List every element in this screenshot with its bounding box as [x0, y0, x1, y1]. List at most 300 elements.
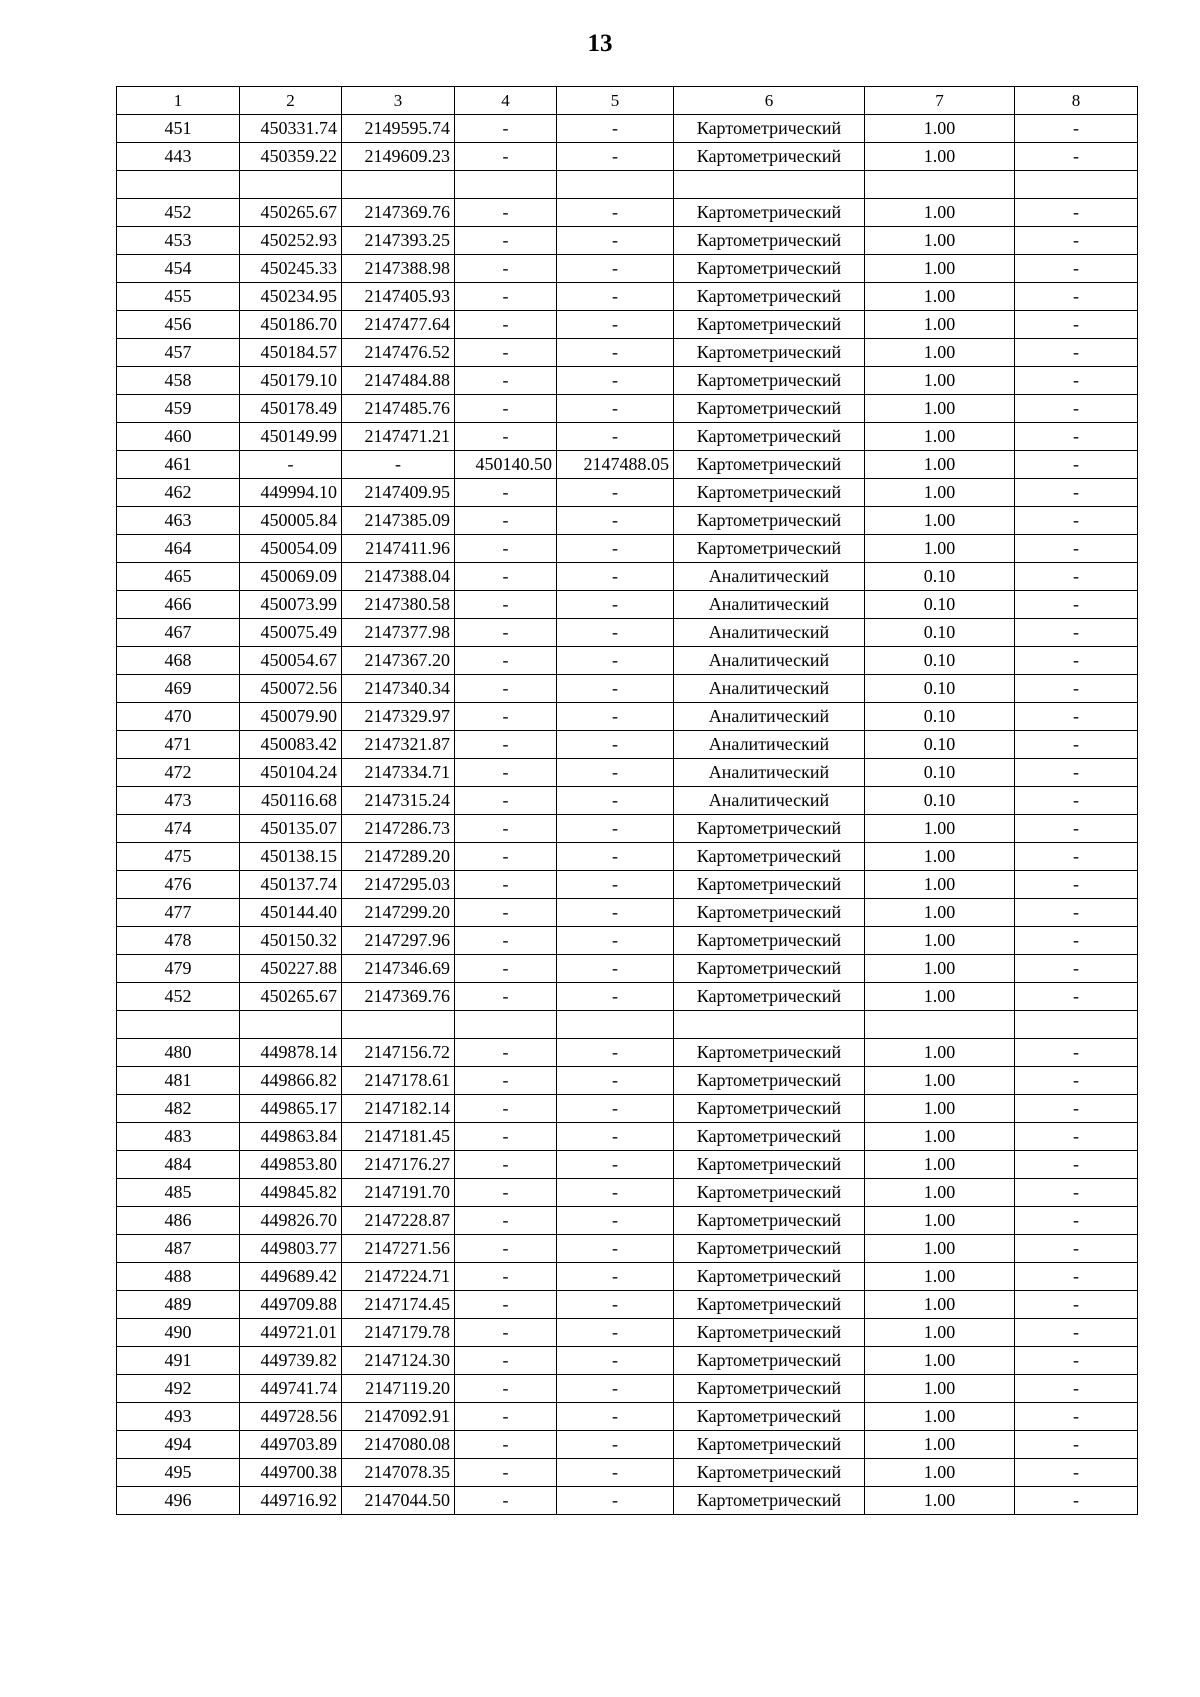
table-cell: Картометрический — [674, 423, 865, 451]
table-cell: - — [557, 115, 674, 143]
table-cell: 455 — [117, 283, 240, 311]
table-cell: - — [1015, 1039, 1138, 1067]
table-cell: 1.00 — [865, 255, 1015, 283]
table-cell: 2147271.56 — [342, 1235, 455, 1263]
table-cell: 1.00 — [865, 1487, 1015, 1515]
table-cell: - — [557, 1179, 674, 1207]
table-cell: - — [557, 1207, 674, 1235]
table-cell: - — [455, 1375, 557, 1403]
column-header: 5 — [557, 87, 674, 115]
table-cell: - — [557, 1039, 674, 1067]
table-cell: 1.00 — [865, 815, 1015, 843]
table-cell: - — [557, 1095, 674, 1123]
table-cell: - — [557, 647, 674, 675]
table-cell: 2147228.87 — [342, 1207, 455, 1235]
table-cell: 465 — [117, 563, 240, 591]
table-row — [117, 451, 1138, 479]
table-cell: 450054.67 — [240, 647, 342, 675]
table-cell: Картометрический — [674, 283, 865, 311]
table-cell: Картометрический — [674, 1431, 865, 1459]
table-cell: - — [455, 1123, 557, 1151]
table-cell: 450186.70 — [240, 311, 342, 339]
table-cell: Картометрический — [674, 451, 865, 479]
table-cell: 2147477.64 — [342, 311, 455, 339]
table-cell: 450005.84 — [240, 507, 342, 535]
table-cell: - — [455, 955, 557, 983]
table-row — [117, 843, 1138, 871]
table-cell: 489 — [117, 1291, 240, 1319]
table-cell: - — [557, 227, 674, 255]
table-row — [117, 115, 1138, 143]
table-cell: Картометрический — [674, 899, 865, 927]
table-cell: 2147369.76 — [342, 199, 455, 227]
table-cell: 2147315.24 — [342, 787, 455, 815]
table-cell: Картометрический — [674, 367, 865, 395]
table-row — [117, 1123, 1138, 1151]
table-cell: 1.00 — [865, 1347, 1015, 1375]
table-cell: 449703.89 — [240, 1431, 342, 1459]
table-row — [117, 1179, 1138, 1207]
table-cell: 454 — [117, 255, 240, 283]
table-cell: - — [557, 703, 674, 731]
table-cell: 486 — [117, 1207, 240, 1235]
table-cell: - — [1015, 311, 1138, 339]
table-row — [117, 479, 1138, 507]
table-cell: 450265.67 — [240, 983, 342, 1011]
table-cell: Аналитический — [674, 703, 865, 731]
table-cell: - — [1015, 563, 1138, 591]
table-cell: 1.00 — [865, 1459, 1015, 1487]
table-cell: Картометрический — [674, 339, 865, 367]
table-cell: 450331.74 — [240, 115, 342, 143]
table-cell: 1.00 — [865, 1263, 1015, 1291]
table-row — [117, 395, 1138, 423]
table-cell: 2147471.21 — [342, 423, 455, 451]
table-cell: - — [557, 339, 674, 367]
table-cell: - — [557, 507, 674, 535]
table-cell: - — [455, 367, 557, 395]
table-row — [117, 1067, 1138, 1095]
table-cell: - — [455, 535, 557, 563]
table-cell: 493 — [117, 1403, 240, 1431]
table-cell: 2147156.72 — [342, 1039, 455, 1067]
table-cell: - — [557, 675, 674, 703]
table-cell: 0.10 — [865, 647, 1015, 675]
separator-row — [117, 171, 1138, 199]
table-cell: - — [1015, 1487, 1138, 1515]
table-cell: - — [1015, 731, 1138, 759]
column-header: 8 — [1015, 87, 1138, 115]
table-cell: 476 — [117, 871, 240, 899]
table-cell: - — [557, 395, 674, 423]
table-cell: 2147388.98 — [342, 255, 455, 283]
table-cell: 2147176.27 — [342, 1151, 455, 1179]
table-cell: 450149.99 — [240, 423, 342, 451]
table-row — [117, 1319, 1138, 1347]
table-cell: 2147405.93 — [342, 283, 455, 311]
table-row — [117, 1207, 1138, 1235]
table-cell — [342, 171, 455, 199]
table-cell: - — [455, 647, 557, 675]
table-cell: - — [1015, 1291, 1138, 1319]
table-cell: - — [455, 899, 557, 927]
table-row — [117, 675, 1138, 703]
table-cell: - — [1015, 927, 1138, 955]
table-cell: 449700.38 — [240, 1459, 342, 1487]
table-cell: - — [557, 1403, 674, 1431]
table-cell: - — [455, 1067, 557, 1095]
table-cell: 0.10 — [865, 787, 1015, 815]
table-cell: 443 — [117, 143, 240, 171]
table-cell: 463 — [117, 507, 240, 535]
table-cell: - — [455, 255, 557, 283]
table-cell: - — [1015, 1207, 1138, 1235]
table-cell: - — [240, 451, 342, 479]
table-cell: - — [1015, 619, 1138, 647]
table-row — [117, 1431, 1138, 1459]
table-cell: 1.00 — [865, 1375, 1015, 1403]
table-cell: - — [455, 1403, 557, 1431]
table-cell: 451 — [117, 115, 240, 143]
table-cell: 1.00 — [865, 871, 1015, 899]
table-cell: - — [455, 843, 557, 871]
table-cell: - — [455, 787, 557, 815]
table-row — [117, 535, 1138, 563]
table-cell: - — [455, 311, 557, 339]
table-cell: 1.00 — [865, 227, 1015, 255]
table-cell: 450252.93 — [240, 227, 342, 255]
page-number: 13 — [587, 30, 613, 57]
table-cell: - — [455, 1095, 557, 1123]
table-cell: - — [557, 479, 674, 507]
table-cell: - — [1015, 983, 1138, 1011]
table-cell: Аналитический — [674, 759, 865, 787]
table-cell: 1.00 — [865, 1403, 1015, 1431]
table-row — [117, 899, 1138, 927]
table-cell: 449728.56 — [240, 1403, 342, 1431]
table-cell: 1.00 — [865, 395, 1015, 423]
table-cell: 450144.40 — [240, 899, 342, 927]
table-cell: Картометрический — [674, 1095, 865, 1123]
table-cell: 0.10 — [865, 675, 1015, 703]
table-row — [117, 591, 1138, 619]
table-cell: - — [1015, 591, 1138, 619]
table-cell: Картометрический — [674, 927, 865, 955]
table-cell: - — [1015, 1179, 1138, 1207]
table-row — [117, 731, 1138, 759]
table-cell: 449878.14 — [240, 1039, 342, 1067]
table-cell: - — [557, 1459, 674, 1487]
table-cell: 1.00 — [865, 1067, 1015, 1095]
table-cell: 2147080.08 — [342, 1431, 455, 1459]
table-cell: 2147488.05 — [557, 451, 674, 479]
table-cell: 449863.84 — [240, 1123, 342, 1151]
table-cell: 2147119.20 — [342, 1375, 455, 1403]
table-cell: 450227.88 — [240, 955, 342, 983]
table-cell: - — [1015, 395, 1138, 423]
table-cell — [674, 171, 865, 199]
table-cell: Картометрический — [674, 1319, 865, 1347]
table-cell: 2147191.70 — [342, 1179, 455, 1207]
table-cell: - — [1015, 1375, 1138, 1403]
column-header: 2 — [240, 87, 342, 115]
table-cell: 2147340.34 — [342, 675, 455, 703]
table-cell: 450234.95 — [240, 283, 342, 311]
table-cell: Картометрический — [674, 815, 865, 843]
table-cell: 2147367.20 — [342, 647, 455, 675]
table-cell: - — [455, 1347, 557, 1375]
table-cell: 452 — [117, 983, 240, 1011]
table-cell: 462 — [117, 479, 240, 507]
table-cell: 2147124.30 — [342, 1347, 455, 1375]
table-cell: Аналитический — [674, 563, 865, 591]
table-cell: 2147329.97 — [342, 703, 455, 731]
table-cell: 449866.82 — [240, 1067, 342, 1095]
table-cell: 1.00 — [865, 1095, 1015, 1123]
table-cell: Картометрический — [674, 535, 865, 563]
table-cell: Картометрический — [674, 1263, 865, 1291]
table-cell: 464 — [117, 535, 240, 563]
table-cell: 450140.50 — [455, 451, 557, 479]
table-row — [117, 255, 1138, 283]
table-cell: - — [455, 1263, 557, 1291]
table-cell: 1.00 — [865, 955, 1015, 983]
table-row — [117, 703, 1138, 731]
table-cell: 487 — [117, 1235, 240, 1263]
table-cell: 2147297.96 — [342, 927, 455, 955]
table-cell: 450075.49 — [240, 619, 342, 647]
table-cell: 1.00 — [865, 1319, 1015, 1347]
table-cell: - — [557, 591, 674, 619]
table-cell: 1.00 — [865, 311, 1015, 339]
column-header: 7 — [865, 87, 1015, 115]
table-cell: 450137.74 — [240, 871, 342, 899]
table-cell: 0.10 — [865, 759, 1015, 787]
table-cell: 456 — [117, 311, 240, 339]
table-cell: - — [455, 927, 557, 955]
table-cell — [1015, 1011, 1138, 1039]
table-cell: 1.00 — [865, 843, 1015, 871]
table-cell — [455, 1011, 557, 1039]
table-cell: 2147485.76 — [342, 395, 455, 423]
table-row — [117, 1403, 1138, 1431]
table-cell: 496 — [117, 1487, 240, 1515]
table-cell: - — [557, 731, 674, 759]
table-cell — [674, 1011, 865, 1039]
table-cell: - — [455, 759, 557, 787]
table-cell: 1.00 — [865, 899, 1015, 927]
table-cell: - — [455, 1291, 557, 1319]
table-cell: 450072.56 — [240, 675, 342, 703]
table-cell: 450178.49 — [240, 395, 342, 423]
table-cell: 2147369.76 — [342, 983, 455, 1011]
table-cell: 450069.09 — [240, 563, 342, 591]
table-row — [117, 983, 1138, 1011]
table-cell: - — [455, 1039, 557, 1067]
table-cell — [1015, 171, 1138, 199]
table-cell: 2147411.96 — [342, 535, 455, 563]
table-cell: 474 — [117, 815, 240, 843]
table-cell: - — [455, 1207, 557, 1235]
table-cell: - — [455, 871, 557, 899]
table-cell: - — [557, 871, 674, 899]
table-row — [117, 871, 1138, 899]
table-cell: 473 — [117, 787, 240, 815]
table-cell: 450116.68 — [240, 787, 342, 815]
table-row — [117, 1263, 1138, 1291]
table-cell: Картометрический — [674, 1487, 865, 1515]
table-cell — [240, 1011, 342, 1039]
table-cell: Картометрический — [674, 983, 865, 1011]
table-cell: 480 — [117, 1039, 240, 1067]
table-row — [117, 339, 1138, 367]
table-cell: 450184.57 — [240, 339, 342, 367]
table-cell: - — [1015, 423, 1138, 451]
table-cell: Картометрический — [674, 1375, 865, 1403]
table-cell: 458 — [117, 367, 240, 395]
table-cell: - — [557, 367, 674, 395]
table-cell: 485 — [117, 1179, 240, 1207]
table-cell: 1.00 — [865, 199, 1015, 227]
table-cell: - — [1015, 507, 1138, 535]
table-cell: 449709.88 — [240, 1291, 342, 1319]
table-cell: - — [557, 283, 674, 311]
table-row — [117, 423, 1138, 451]
table-cell: 449803.77 — [240, 1235, 342, 1263]
table-cell: Картометрический — [674, 1347, 865, 1375]
table-cell: - — [1015, 1319, 1138, 1347]
table-cell: - — [455, 983, 557, 1011]
table-cell: - — [557, 311, 674, 339]
table-cell: 2147078.35 — [342, 1459, 455, 1487]
table-cell: 1.00 — [865, 1207, 1015, 1235]
table-cell: 1.00 — [865, 451, 1015, 479]
table-cell: - — [1015, 815, 1138, 843]
table-cell: - — [557, 1123, 674, 1151]
table-row — [117, 283, 1138, 311]
table-cell: - — [455, 1151, 557, 1179]
table-cell: 449853.80 — [240, 1151, 342, 1179]
table-cell: - — [1015, 1431, 1138, 1459]
table-cell: Аналитический — [674, 591, 865, 619]
table-row — [117, 1347, 1138, 1375]
table-cell — [455, 171, 557, 199]
table-cell: Картометрический — [674, 1179, 865, 1207]
table-cell: - — [557, 1151, 674, 1179]
table-row — [117, 1291, 1138, 1319]
table-cell: 2149595.74 — [342, 115, 455, 143]
table-cell: - — [1015, 1123, 1138, 1151]
coordinates-table — [116, 86, 1138, 1515]
table-cell: 2147409.95 — [342, 479, 455, 507]
table-cell: - — [557, 423, 674, 451]
table-cell: - — [1015, 199, 1138, 227]
table-cell: 1.00 — [865, 927, 1015, 955]
table-cell: Картометрический — [674, 1403, 865, 1431]
table-cell: Картометрический — [674, 1207, 865, 1235]
table-cell: 449994.10 — [240, 479, 342, 507]
table-cell: - — [455, 283, 557, 311]
table-cell: 1.00 — [865, 115, 1015, 143]
table-cell: - — [455, 1179, 557, 1207]
table-cell: 470 — [117, 703, 240, 731]
table-cell — [342, 1011, 455, 1039]
table-cell: 450179.10 — [240, 367, 342, 395]
table-cell: 2147182.14 — [342, 1095, 455, 1123]
table-cell: - — [455, 675, 557, 703]
table-cell: - — [557, 563, 674, 591]
table-row — [117, 815, 1138, 843]
table-cell: - — [1015, 871, 1138, 899]
table-cell: - — [557, 955, 674, 983]
table-cell: 2147299.20 — [342, 899, 455, 927]
table-cell: - — [557, 535, 674, 563]
table-cell: - — [557, 843, 674, 871]
table-cell: 1.00 — [865, 535, 1015, 563]
table-cell: 495 — [117, 1459, 240, 1487]
table-cell: 450104.24 — [240, 759, 342, 787]
table-row — [117, 507, 1138, 535]
table-cell: - — [557, 1235, 674, 1263]
table-cell: - — [1015, 1235, 1138, 1263]
table-cell: Картометрический — [674, 1459, 865, 1487]
table-cell: - — [455, 1487, 557, 1515]
table-cell: Картометрический — [674, 115, 865, 143]
table-cell: 453 — [117, 227, 240, 255]
table-cell: - — [1015, 675, 1138, 703]
table-cell: Картометрический — [674, 1123, 865, 1151]
table-cell: 0.10 — [865, 563, 1015, 591]
table-cell: 457 — [117, 339, 240, 367]
table-cell: - — [1015, 647, 1138, 675]
table-cell — [557, 1011, 674, 1039]
table-cell: 2147289.20 — [342, 843, 455, 871]
table-cell: 477 — [117, 899, 240, 927]
table-cell: Картометрический — [674, 227, 865, 255]
table-cell: - — [455, 395, 557, 423]
table-cell: 449845.82 — [240, 1179, 342, 1207]
table-cell: - — [557, 983, 674, 1011]
table-cell: - — [1015, 899, 1138, 927]
table-cell: Аналитический — [674, 647, 865, 675]
table-row — [117, 647, 1138, 675]
table-cell: - — [1015, 1151, 1138, 1179]
table-cell — [557, 171, 674, 199]
table-cell: - — [455, 731, 557, 759]
table-cell: - — [1015, 255, 1138, 283]
table-cell: - — [455, 563, 557, 591]
table-cell: 2147484.88 — [342, 367, 455, 395]
table-cell — [865, 171, 1015, 199]
table-cell: 471 — [117, 731, 240, 759]
table-cell: 460 — [117, 423, 240, 451]
table-cell: Картометрический — [674, 955, 865, 983]
table-cell: 468 — [117, 647, 240, 675]
table-cell: 1.00 — [865, 143, 1015, 171]
table-cell: 1.00 — [865, 479, 1015, 507]
table-cell: - — [557, 787, 674, 815]
table-cell: 1.00 — [865, 1123, 1015, 1151]
table-cell: - — [557, 1067, 674, 1095]
table-cell: Аналитический — [674, 787, 865, 815]
table-cell: Аналитический — [674, 731, 865, 759]
table-cell: Картометрический — [674, 1291, 865, 1319]
table-cell: 450083.42 — [240, 731, 342, 759]
table-cell: 491 — [117, 1347, 240, 1375]
table-cell: 0.10 — [865, 703, 1015, 731]
table-cell: 2147224.71 — [342, 1263, 455, 1291]
table-cell: Аналитический — [674, 619, 865, 647]
